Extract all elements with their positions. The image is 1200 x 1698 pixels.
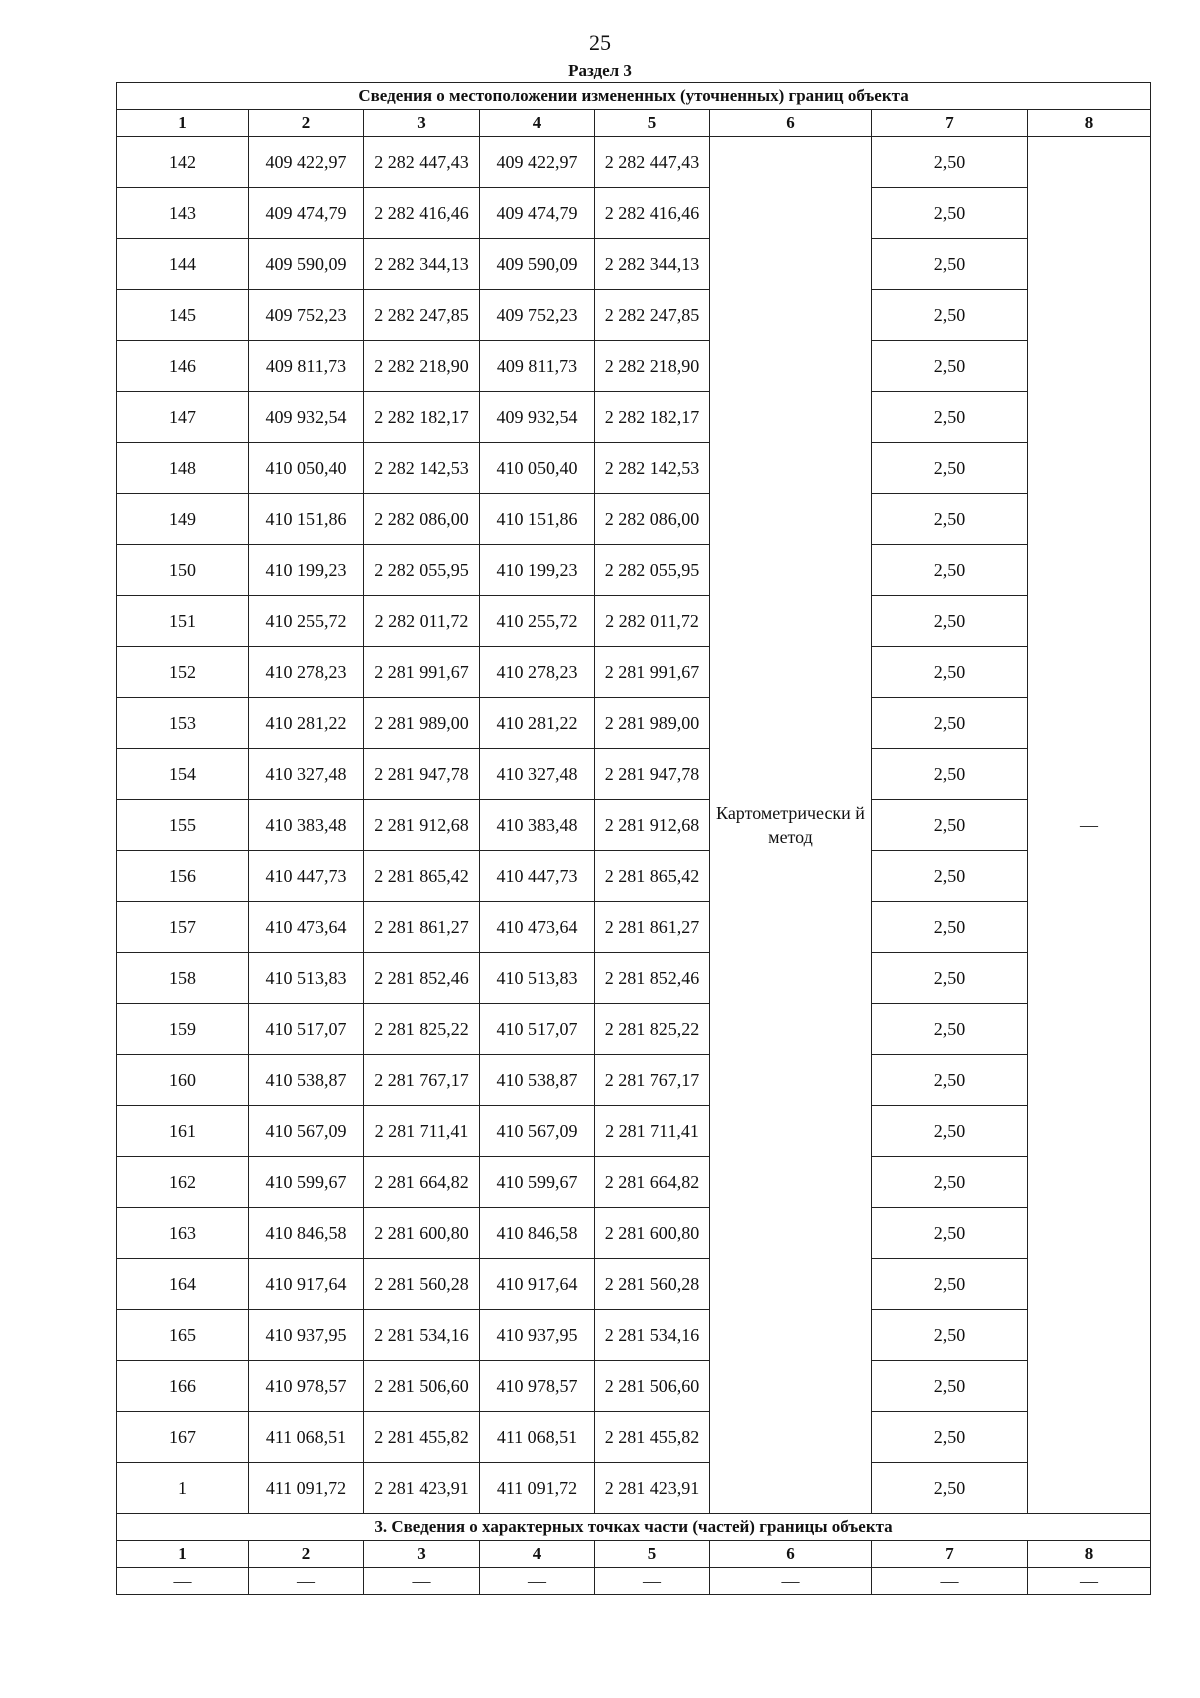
coord-x-refined: 410 050,40 (480, 443, 595, 494)
accuracy-value: 2,50 (872, 1208, 1028, 1259)
coord-y-refined: 2 281 767,17 (595, 1055, 710, 1106)
coord-x-refined: 410 383,48 (480, 800, 595, 851)
table-row (117, 1361, 1151, 1412)
accuracy-value: 2,50 (872, 953, 1028, 1004)
coord-x-existing: 410 473,64 (249, 902, 364, 953)
coord-x-refined: 410 917,64 (480, 1259, 595, 1310)
coord-x-refined: 410 517,07 (480, 1004, 595, 1055)
coord-x-refined: 411 091,72 (480, 1463, 595, 1514)
section2-column-number-row (117, 1541, 1151, 1568)
coord-x-refined: 410 327,48 (480, 749, 595, 800)
point-number: 157 (117, 902, 249, 953)
coord-y-refined: 2 281 455,82 (595, 1412, 710, 1463)
section2-caption: 3. Сведения о характерных точках части (частей) границы объекта (117, 1514, 1151, 1541)
coord-y-existing: 2 282 055,95 (364, 545, 480, 596)
accuracy-value: 2,50 (872, 341, 1028, 392)
table-row (117, 1412, 1151, 1463)
point-number: 145 (117, 290, 249, 341)
point-number: 167 (117, 1412, 249, 1463)
accuracy-value: 2,50 (872, 1310, 1028, 1361)
column-number: 5 (595, 110, 710, 137)
accuracy-value: 2,50 (872, 902, 1028, 953)
coord-y-refined: 2 282 086,00 (595, 494, 710, 545)
coord-x-existing: 410 151,86 (249, 494, 364, 545)
accuracy-value: 2,50 (872, 1361, 1028, 1412)
coord-y-existing: 2 282 344,13 (364, 239, 480, 290)
column-number: 4 (480, 1541, 595, 1568)
point-number: 143 (117, 188, 249, 239)
coord-y-refined: 2 281 560,28 (595, 1259, 710, 1310)
accuracy-value: 2,50 (872, 1412, 1028, 1463)
coord-x-existing: 410 327,48 (249, 749, 364, 800)
coord-y-refined: 2 282 218,90 (595, 341, 710, 392)
coord-x-existing: 410 599,67 (249, 1157, 364, 1208)
accuracy-value: 2,50 (872, 647, 1028, 698)
coord-x-existing: 409 811,73 (249, 341, 364, 392)
coord-y-refined: 2 281 991,67 (595, 647, 710, 698)
section2-row (117, 1568, 1151, 1595)
accuracy-value: 2,50 (872, 1004, 1028, 1055)
coord-x-existing: 409 422,97 (249, 137, 364, 188)
coord-x-refined: 409 932,54 (480, 392, 595, 443)
table-row (117, 392, 1151, 443)
coord-y-refined: 2 281 989,00 (595, 698, 710, 749)
coord-y-existing: 2 282 247,85 (364, 290, 480, 341)
table-row (117, 137, 1151, 188)
table-row (117, 647, 1151, 698)
coord-y-existing: 2 281 664,82 (364, 1157, 480, 1208)
coord-y-refined: 2 281 852,46 (595, 953, 710, 1004)
coord-x-refined: 410 151,86 (480, 494, 595, 545)
table-row (117, 239, 1151, 290)
dash-cell: — (710, 1568, 872, 1595)
table-row (117, 443, 1151, 494)
accuracy-value: 2,50 (872, 1106, 1028, 1157)
coord-y-existing: 2 281 989,00 (364, 698, 480, 749)
accuracy-value: 2,50 (872, 188, 1028, 239)
column-number: 2 (249, 110, 364, 137)
point-number: 159 (117, 1004, 249, 1055)
dash-cell: — (1028, 1568, 1151, 1595)
coord-x-existing: 409 932,54 (249, 392, 364, 443)
coord-y-refined: 2 281 711,41 (595, 1106, 710, 1157)
column-number: 3 (364, 1541, 480, 1568)
coord-x-refined: 409 422,97 (480, 137, 595, 188)
accuracy-value: 2,50 (872, 698, 1028, 749)
point-number: 155 (117, 800, 249, 851)
coord-x-existing: 410 567,09 (249, 1106, 364, 1157)
table-row (117, 188, 1151, 239)
point-number: 154 (117, 749, 249, 800)
coord-x-existing: 410 538,87 (249, 1055, 364, 1106)
table-row (117, 341, 1151, 392)
coord-x-refined: 410 599,67 (480, 1157, 595, 1208)
col8-dash: — (1028, 137, 1151, 1514)
table-row (117, 851, 1151, 902)
coord-y-existing: 2 282 011,72 (364, 596, 480, 647)
coord-x-refined: 410 513,83 (480, 953, 595, 1004)
accuracy-value: 2,50 (872, 443, 1028, 494)
coord-x-refined: 409 752,23 (480, 290, 595, 341)
point-number: 149 (117, 494, 249, 545)
coord-x-refined: 409 474,79 (480, 188, 595, 239)
coord-x-existing: 409 474,79 (249, 188, 364, 239)
coord-x-existing: 410 917,64 (249, 1259, 364, 1310)
coord-y-refined: 2 281 423,91 (595, 1463, 710, 1514)
point-number: 1 (117, 1463, 249, 1514)
table-row (117, 290, 1151, 341)
coord-x-refined: 409 590,09 (480, 239, 595, 290)
dash-cell: — (117, 1568, 249, 1595)
accuracy-value: 2,50 (872, 392, 1028, 443)
coord-y-existing: 2 282 142,53 (364, 443, 480, 494)
coord-x-existing: 409 590,09 (249, 239, 364, 290)
column-number-row (117, 110, 1151, 137)
coord-x-existing: 411 091,72 (249, 1463, 364, 1514)
coord-x-refined: 410 281,22 (480, 698, 595, 749)
coord-y-existing: 2 281 455,82 (364, 1412, 480, 1463)
coord-x-refined: 410 255,72 (480, 596, 595, 647)
page-number: 25 (589, 30, 611, 55)
coord-y-existing: 2 281 711,41 (364, 1106, 480, 1157)
point-number: 150 (117, 545, 249, 596)
column-number: 1 (117, 110, 249, 137)
point-number: 165 (117, 1310, 249, 1361)
table-row (117, 1310, 1151, 1361)
dash-cell: — (595, 1568, 710, 1595)
table-row (117, 902, 1151, 953)
coord-y-refined: 2 282 344,13 (595, 239, 710, 290)
coord-y-existing: 2 282 416,46 (364, 188, 480, 239)
coord-y-refined: 2 281 861,27 (595, 902, 710, 953)
table-row (117, 1463, 1151, 1514)
coord-y-refined: 2 281 664,82 (595, 1157, 710, 1208)
accuracy-value: 2,50 (872, 1259, 1028, 1310)
coord-x-refined: 410 846,58 (480, 1208, 595, 1259)
coord-y-refined: 2 281 534,16 (595, 1310, 710, 1361)
dash-cell: — (480, 1568, 595, 1595)
coord-y-existing: 2 281 912,68 (364, 800, 480, 851)
point-number: 164 (117, 1259, 249, 1310)
dash-cell: — (364, 1568, 480, 1595)
coord-x-existing: 410 513,83 (249, 953, 364, 1004)
point-number: 147 (117, 392, 249, 443)
boundary-table (116, 82, 1151, 1595)
accuracy-value: 2,50 (872, 851, 1028, 902)
column-number: 5 (595, 1541, 710, 1568)
coord-y-existing: 2 281 865,42 (364, 851, 480, 902)
coord-x-refined: 410 567,09 (480, 1106, 595, 1157)
coord-y-existing: 2 281 600,80 (364, 1208, 480, 1259)
coord-y-refined: 2 282 055,95 (595, 545, 710, 596)
coord-y-refined: 2 281 947,78 (595, 749, 710, 800)
accuracy-value: 2,50 (872, 1055, 1028, 1106)
point-number: 156 (117, 851, 249, 902)
coord-x-refined: 410 937,95 (480, 1310, 595, 1361)
coord-x-existing: 410 846,58 (249, 1208, 364, 1259)
coord-x-existing: 410 255,72 (249, 596, 364, 647)
coord-y-refined: 2 282 247,85 (595, 290, 710, 341)
table-row (117, 1106, 1151, 1157)
coord-y-refined: 2 282 416,46 (595, 188, 710, 239)
column-number: 1 (117, 1541, 249, 1568)
section-label: Раздел 3 (568, 61, 632, 80)
point-number: 151 (117, 596, 249, 647)
table-row (117, 545, 1151, 596)
coord-x-refined: 410 199,23 (480, 545, 595, 596)
coord-x-existing: 410 199,23 (249, 545, 364, 596)
coord-y-existing: 2 282 218,90 (364, 341, 480, 392)
coord-x-existing: 410 447,73 (249, 851, 364, 902)
column-number: 6 (710, 1541, 872, 1568)
coord-y-refined: 2 282 447,43 (595, 137, 710, 188)
coord-y-existing: 2 281 506,60 (364, 1361, 480, 1412)
coord-y-existing: 2 282 447,43 (364, 137, 480, 188)
coord-x-existing: 410 050,40 (249, 443, 364, 494)
column-number: 2 (249, 1541, 364, 1568)
accuracy-value: 2,50 (872, 290, 1028, 341)
point-number: 153 (117, 698, 249, 749)
column-number: 4 (480, 110, 595, 137)
column-number: 8 (1028, 1541, 1151, 1568)
point-number: 158 (117, 953, 249, 1004)
point-number: 142 (117, 137, 249, 188)
accuracy-value: 2,50 (872, 137, 1028, 188)
coord-x-existing: 409 752,23 (249, 290, 364, 341)
table-row (117, 1055, 1151, 1106)
coord-y-refined: 2 281 825,22 (595, 1004, 710, 1055)
coord-x-refined: 409 811,73 (480, 341, 595, 392)
table-row (117, 749, 1151, 800)
coord-y-refined: 2 281 865,42 (595, 851, 710, 902)
coord-y-refined: 2 281 506,60 (595, 1361, 710, 1412)
coord-x-refined: 410 447,73 (480, 851, 595, 902)
coord-x-existing: 410 281,22 (249, 698, 364, 749)
point-number: 162 (117, 1157, 249, 1208)
coord-y-refined: 2 281 912,68 (595, 800, 710, 851)
accuracy-value: 2,50 (872, 239, 1028, 290)
coord-y-refined: 2 282 011,72 (595, 596, 710, 647)
coord-x-existing: 410 978,57 (249, 1361, 364, 1412)
table-row (117, 1157, 1151, 1208)
coord-x-existing: 410 937,95 (249, 1310, 364, 1361)
coord-x-existing: 410 383,48 (249, 800, 364, 851)
column-number: 3 (364, 110, 480, 137)
accuracy-value: 2,50 (872, 596, 1028, 647)
coord-y-existing: 2 281 991,67 (364, 647, 480, 698)
coord-x-refined: 410 538,87 (480, 1055, 595, 1106)
accuracy-value: 2,50 (872, 545, 1028, 596)
method-cell: Картометрически й метод (710, 137, 872, 1514)
accuracy-value: 2,50 (872, 1463, 1028, 1514)
point-number: 160 (117, 1055, 249, 1106)
accuracy-value: 2,50 (872, 800, 1028, 851)
coord-x-existing: 410 517,07 (249, 1004, 364, 1055)
coord-y-refined: 2 282 182,17 (595, 392, 710, 443)
table-row (117, 698, 1151, 749)
column-number: 8 (1028, 110, 1151, 137)
coord-y-existing: 2 282 086,00 (364, 494, 480, 545)
column-number: 7 (872, 1541, 1028, 1568)
coord-y-refined: 2 282 142,53 (595, 443, 710, 494)
coord-y-existing: 2 281 534,16 (364, 1310, 480, 1361)
table-row (117, 953, 1151, 1004)
table-row (117, 1004, 1151, 1055)
coord-x-refined: 410 978,57 (480, 1361, 595, 1412)
coord-y-existing: 2 281 560,28 (364, 1259, 480, 1310)
coord-y-existing: 2 281 423,91 (364, 1463, 480, 1514)
coord-y-refined: 2 281 600,80 (595, 1208, 710, 1259)
coord-y-existing: 2 282 182,17 (364, 392, 480, 443)
coord-x-existing: 411 068,51 (249, 1412, 364, 1463)
table-row (117, 1208, 1151, 1259)
coord-x-refined: 411 068,51 (480, 1412, 595, 1463)
coord-x-refined: 410 278,23 (480, 647, 595, 698)
dash-cell: — (249, 1568, 364, 1595)
column-number: 6 (710, 110, 872, 137)
coord-y-existing: 2 281 947,78 (364, 749, 480, 800)
point-number: 144 (117, 239, 249, 290)
point-number: 166 (117, 1361, 249, 1412)
point-number: 161 (117, 1106, 249, 1157)
accuracy-value: 2,50 (872, 1157, 1028, 1208)
dash-cell: — (872, 1568, 1028, 1595)
coord-y-existing: 2 281 825,22 (364, 1004, 480, 1055)
column-number: 7 (872, 110, 1028, 137)
section2-caption-row (117, 1514, 1151, 1541)
point-number: 148 (117, 443, 249, 494)
table-row (117, 494, 1151, 545)
accuracy-value: 2,50 (872, 749, 1028, 800)
coord-y-existing: 2 281 852,46 (364, 953, 480, 1004)
coord-y-existing: 2 281 861,27 (364, 902, 480, 953)
table-caption: Сведения о местоположении измененных (уточненных) границ объекта (117, 83, 1151, 110)
coord-y-existing: 2 281 767,17 (364, 1055, 480, 1106)
accuracy-value: 2,50 (872, 494, 1028, 545)
table-row (117, 1259, 1151, 1310)
point-number: 163 (117, 1208, 249, 1259)
coord-x-existing: 410 278,23 (249, 647, 364, 698)
table-row (117, 800, 1151, 851)
coord-x-refined: 410 473,64 (480, 902, 595, 953)
table-row (117, 596, 1151, 647)
point-number: 152 (117, 647, 249, 698)
point-number: 146 (117, 341, 249, 392)
